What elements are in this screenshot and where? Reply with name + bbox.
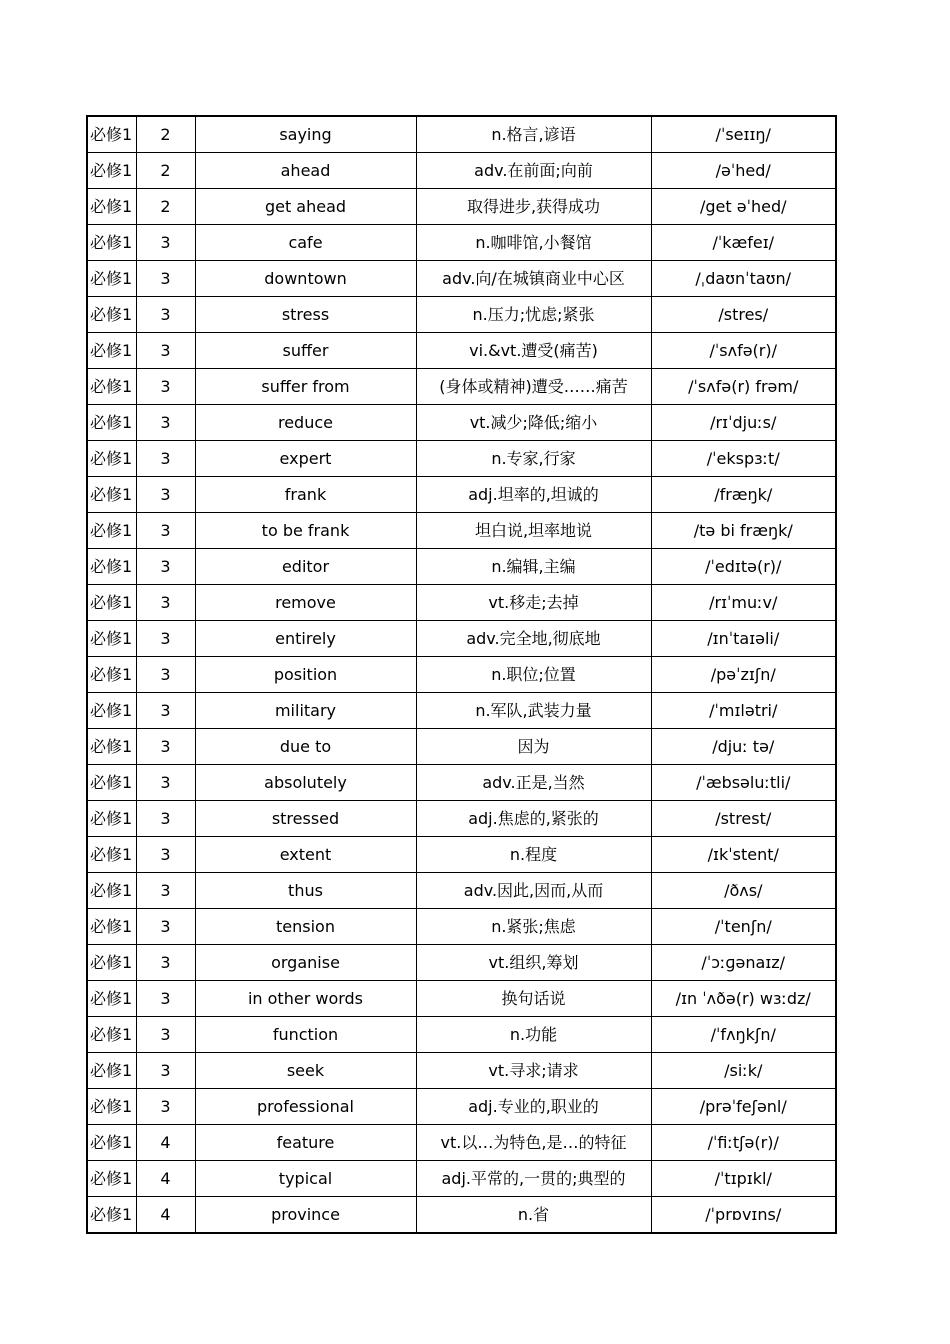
meaning-cell: n.职位;位置 — [416, 657, 651, 693]
meaning-cell: n.省 — [416, 1197, 651, 1234]
table-row — [87, 585, 836, 621]
phonetic-cell: /ˈfiːtʃə(r)/ — [651, 1125, 836, 1161]
unit-cell: 4 — [136, 1197, 195, 1234]
word-cell: thus — [195, 873, 416, 909]
textbook-cell: 必修1 — [87, 261, 136, 297]
unit-cell: 3 — [136, 801, 195, 837]
unit-cell: 3 — [136, 513, 195, 549]
unit-cell: 3 — [136, 585, 195, 621]
textbook-cell: 必修1 — [87, 837, 136, 873]
meaning-cell: adv.完全地,彻底地 — [416, 621, 651, 657]
textbook-cell: 必修1 — [87, 225, 136, 261]
unit-cell: 3 — [136, 837, 195, 873]
table-row — [87, 261, 836, 297]
unit-cell: 3 — [136, 693, 195, 729]
word-cell: organise — [195, 945, 416, 981]
textbook-cell: 必修1 — [87, 153, 136, 189]
meaning-cell: n.压力;忧虑;紧张 — [416, 297, 651, 333]
table-row — [87, 225, 836, 261]
textbook-cell: 必修1 — [87, 405, 136, 441]
word-cell: seek — [195, 1053, 416, 1089]
unit-cell: 3 — [136, 873, 195, 909]
textbook-cell: 必修1 — [87, 693, 136, 729]
meaning-cell: n.程度 — [416, 837, 651, 873]
textbook-cell: 必修1 — [87, 657, 136, 693]
table-row — [87, 333, 836, 369]
unit-cell: 3 — [136, 1053, 195, 1089]
table-row — [87, 441, 836, 477]
textbook-cell: 必修1 — [87, 621, 136, 657]
meaning-cell: vt.减少;降低;缩小 — [416, 405, 651, 441]
textbook-cell: 必修1 — [87, 873, 136, 909]
textbook-cell: 必修1 — [87, 1017, 136, 1053]
textbook-cell: 必修1 — [87, 765, 136, 801]
table-row — [87, 621, 836, 657]
textbook-cell: 必修1 — [87, 801, 136, 837]
textbook-cell: 必修1 — [87, 513, 136, 549]
unit-cell: 3 — [136, 333, 195, 369]
phonetic-cell: /ˈsʌfə(r)/ — [651, 333, 836, 369]
unit-cell: 3 — [136, 225, 195, 261]
vocabulary-table-body — [87, 116, 836, 1233]
word-cell: suffer from — [195, 369, 416, 405]
word-cell: professional — [195, 1089, 416, 1125]
unit-cell: 3 — [136, 441, 195, 477]
meaning-cell: adv.因此,因而,从而 — [416, 873, 651, 909]
word-cell: remove — [195, 585, 416, 621]
unit-cell: 3 — [136, 369, 195, 405]
meaning-cell: adv.在前面;向前 — [416, 153, 651, 189]
phonetic-cell: /ˈmɪlətri/ — [651, 693, 836, 729]
phonetic-cell: /prəˈfeʃənl/ — [651, 1089, 836, 1125]
table-row — [87, 873, 836, 909]
textbook-cell: 必修1 — [87, 909, 136, 945]
unit-cell: 3 — [136, 549, 195, 585]
word-cell: get ahead — [195, 189, 416, 225]
meaning-cell: 坦白说,坦率地说 — [416, 513, 651, 549]
textbook-cell: 必修1 — [87, 333, 136, 369]
textbook-cell: 必修1 — [87, 549, 136, 585]
table-row — [87, 1089, 836, 1125]
word-cell: frank — [195, 477, 416, 513]
textbook-cell: 必修1 — [87, 585, 136, 621]
meaning-cell: adj.焦虑的,紧张的 — [416, 801, 651, 837]
meaning-cell: adj.专业的,职业的 — [416, 1089, 651, 1125]
table-row — [87, 153, 836, 189]
table-row — [87, 909, 836, 945]
meaning-cell: vt.组织,筹划 — [416, 945, 651, 981]
meaning-cell: n.咖啡馆,小餐馆 — [416, 225, 651, 261]
phonetic-cell: /ˈedɪtə(r)/ — [651, 549, 836, 585]
unit-cell: 3 — [136, 765, 195, 801]
unit-cell: 3 — [136, 657, 195, 693]
phonetic-cell: /ˈɔːɡənaɪz/ — [651, 945, 836, 981]
word-cell: typical — [195, 1161, 416, 1197]
unit-cell: 3 — [136, 297, 195, 333]
phonetic-cell: /ˈkæfeɪ/ — [651, 225, 836, 261]
word-cell: downtown — [195, 261, 416, 297]
phonetic-cell: /get əˈhed/ — [651, 189, 836, 225]
unit-cell: 2 — [136, 116, 195, 153]
unit-cell: 3 — [136, 261, 195, 297]
meaning-cell: adj.坦率的,坦诚的 — [416, 477, 651, 513]
textbook-cell: 必修1 — [87, 1197, 136, 1234]
table-row — [87, 1161, 836, 1197]
phonetic-cell: /stres/ — [651, 297, 836, 333]
phonetic-cell: /ˈæbsəluːtli/ — [651, 765, 836, 801]
phonetic-cell: /ˈseɪɪŋ/ — [651, 116, 836, 153]
word-cell: editor — [195, 549, 416, 585]
meaning-cell: n.专家,行家 — [416, 441, 651, 477]
vocabulary-sheet — [86, 115, 835, 1234]
phonetic-cell: /tə bi fræŋk/ — [651, 513, 836, 549]
table-row — [87, 693, 836, 729]
table-row — [87, 981, 836, 1017]
table-row — [87, 116, 836, 153]
table-row — [87, 1053, 836, 1089]
phonetic-cell: /ˈprɒvɪns/ — [651, 1197, 836, 1234]
phonetic-cell: /djuː tə/ — [651, 729, 836, 765]
word-cell: entirely — [195, 621, 416, 657]
word-cell: ahead — [195, 153, 416, 189]
word-cell: reduce — [195, 405, 416, 441]
table-row — [87, 1197, 836, 1234]
unit-cell: 3 — [136, 621, 195, 657]
phonetic-cell: /ˈekspɜːt/ — [651, 441, 836, 477]
table-row — [87, 477, 836, 513]
textbook-cell: 必修1 — [87, 729, 136, 765]
table-row — [87, 405, 836, 441]
table-row — [87, 837, 836, 873]
textbook-cell: 必修1 — [87, 116, 136, 153]
table-row — [87, 945, 836, 981]
meaning-cell: n.格言,谚语 — [416, 116, 651, 153]
phonetic-cell: /ˈfʌŋkʃn/ — [651, 1017, 836, 1053]
unit-cell: 3 — [136, 1017, 195, 1053]
unit-cell: 3 — [136, 729, 195, 765]
meaning-cell: adv.正是,当然 — [416, 765, 651, 801]
table-row — [87, 513, 836, 549]
unit-cell: 3 — [136, 945, 195, 981]
textbook-cell: 必修1 — [87, 369, 136, 405]
unit-cell: 3 — [136, 909, 195, 945]
table-row — [87, 765, 836, 801]
phonetic-cell: /ɪn ˈʌðə(r) wɜːdz/ — [651, 981, 836, 1017]
meaning-cell: n.紧张;焦虑 — [416, 909, 651, 945]
word-cell: tension — [195, 909, 416, 945]
word-cell: due to — [195, 729, 416, 765]
unit-cell: 3 — [136, 981, 195, 1017]
word-cell: saying — [195, 116, 416, 153]
word-cell: position — [195, 657, 416, 693]
phonetic-cell: /rɪˈdjuːs/ — [651, 405, 836, 441]
table-row — [87, 1125, 836, 1161]
meaning-cell: vt.移走;去掉 — [416, 585, 651, 621]
unit-cell: 4 — [136, 1125, 195, 1161]
word-cell: stress — [195, 297, 416, 333]
word-cell: province — [195, 1197, 416, 1234]
meaning-cell: (身体或精神)遭受……痛苦 — [416, 369, 651, 405]
word-cell: in other words — [195, 981, 416, 1017]
table-row — [87, 297, 836, 333]
meaning-cell: vi.&vt.遭受(痛苦) — [416, 333, 651, 369]
word-cell: suffer — [195, 333, 416, 369]
phonetic-cell: /fræŋk/ — [651, 477, 836, 513]
phonetic-cell: /strest/ — [651, 801, 836, 837]
table-row — [87, 189, 836, 225]
unit-cell: 3 — [136, 477, 195, 513]
meaning-cell: adj.平常的,一贯的;典型的 — [416, 1161, 651, 1197]
table-row — [87, 729, 836, 765]
phonetic-cell: /rɪˈmuːv/ — [651, 585, 836, 621]
word-cell: to be frank — [195, 513, 416, 549]
meaning-cell: n.功能 — [416, 1017, 651, 1053]
meaning-cell: n.军队,武装力量 — [416, 693, 651, 729]
unit-cell: 3 — [136, 1089, 195, 1125]
meaning-cell: 换句话说 — [416, 981, 651, 1017]
word-cell: cafe — [195, 225, 416, 261]
unit-cell: 3 — [136, 405, 195, 441]
textbook-cell: 必修1 — [87, 1089, 136, 1125]
meaning-cell: n.编辑,主编 — [416, 549, 651, 585]
meaning-cell: adv.向/在城镇商业中心区 — [416, 261, 651, 297]
word-cell: extent — [195, 837, 416, 873]
textbook-cell: 必修1 — [87, 981, 136, 1017]
textbook-cell: 必修1 — [87, 297, 136, 333]
unit-cell: 4 — [136, 1161, 195, 1197]
meaning-cell: vt.寻求;请求 — [416, 1053, 651, 1089]
word-cell: stressed — [195, 801, 416, 837]
textbook-cell: 必修1 — [87, 945, 136, 981]
textbook-cell: 必修1 — [87, 1053, 136, 1089]
unit-cell: 2 — [136, 189, 195, 225]
phonetic-cell: /pəˈzɪʃn/ — [651, 657, 836, 693]
meaning-cell: vt.以…为特色,是…的特征 — [416, 1125, 651, 1161]
meaning-cell: 取得进步,获得成功 — [416, 189, 651, 225]
phonetic-cell: /ˈtɪpɪkl/ — [651, 1161, 836, 1197]
phonetic-cell: /ˈsʌfə(r) frəm/ — [651, 369, 836, 405]
table-row — [87, 369, 836, 405]
phonetic-cell: /siːk/ — [651, 1053, 836, 1089]
table-row — [87, 1017, 836, 1053]
word-cell: function — [195, 1017, 416, 1053]
phonetic-cell: /ˌdaʊnˈtaʊn/ — [651, 261, 836, 297]
vocabulary-table — [86, 115, 837, 1234]
word-cell: absolutely — [195, 765, 416, 801]
textbook-cell: 必修1 — [87, 1161, 136, 1197]
textbook-cell: 必修1 — [87, 477, 136, 513]
meaning-cell: 因为 — [416, 729, 651, 765]
table-row — [87, 549, 836, 585]
table-row — [87, 657, 836, 693]
textbook-cell: 必修1 — [87, 1125, 136, 1161]
table-row — [87, 801, 836, 837]
word-cell: military — [195, 693, 416, 729]
phonetic-cell: /ðʌs/ — [651, 873, 836, 909]
unit-cell: 2 — [136, 153, 195, 189]
word-cell: expert — [195, 441, 416, 477]
phonetic-cell: /ɪnˈtaɪəli/ — [651, 621, 836, 657]
word-cell: feature — [195, 1125, 416, 1161]
textbook-cell: 必修1 — [87, 441, 136, 477]
phonetic-cell: /ɪkˈstent/ — [651, 837, 836, 873]
textbook-cell: 必修1 — [87, 189, 136, 225]
phonetic-cell: /ˈtenʃn/ — [651, 909, 836, 945]
phonetic-cell: /əˈhed/ — [651, 153, 836, 189]
